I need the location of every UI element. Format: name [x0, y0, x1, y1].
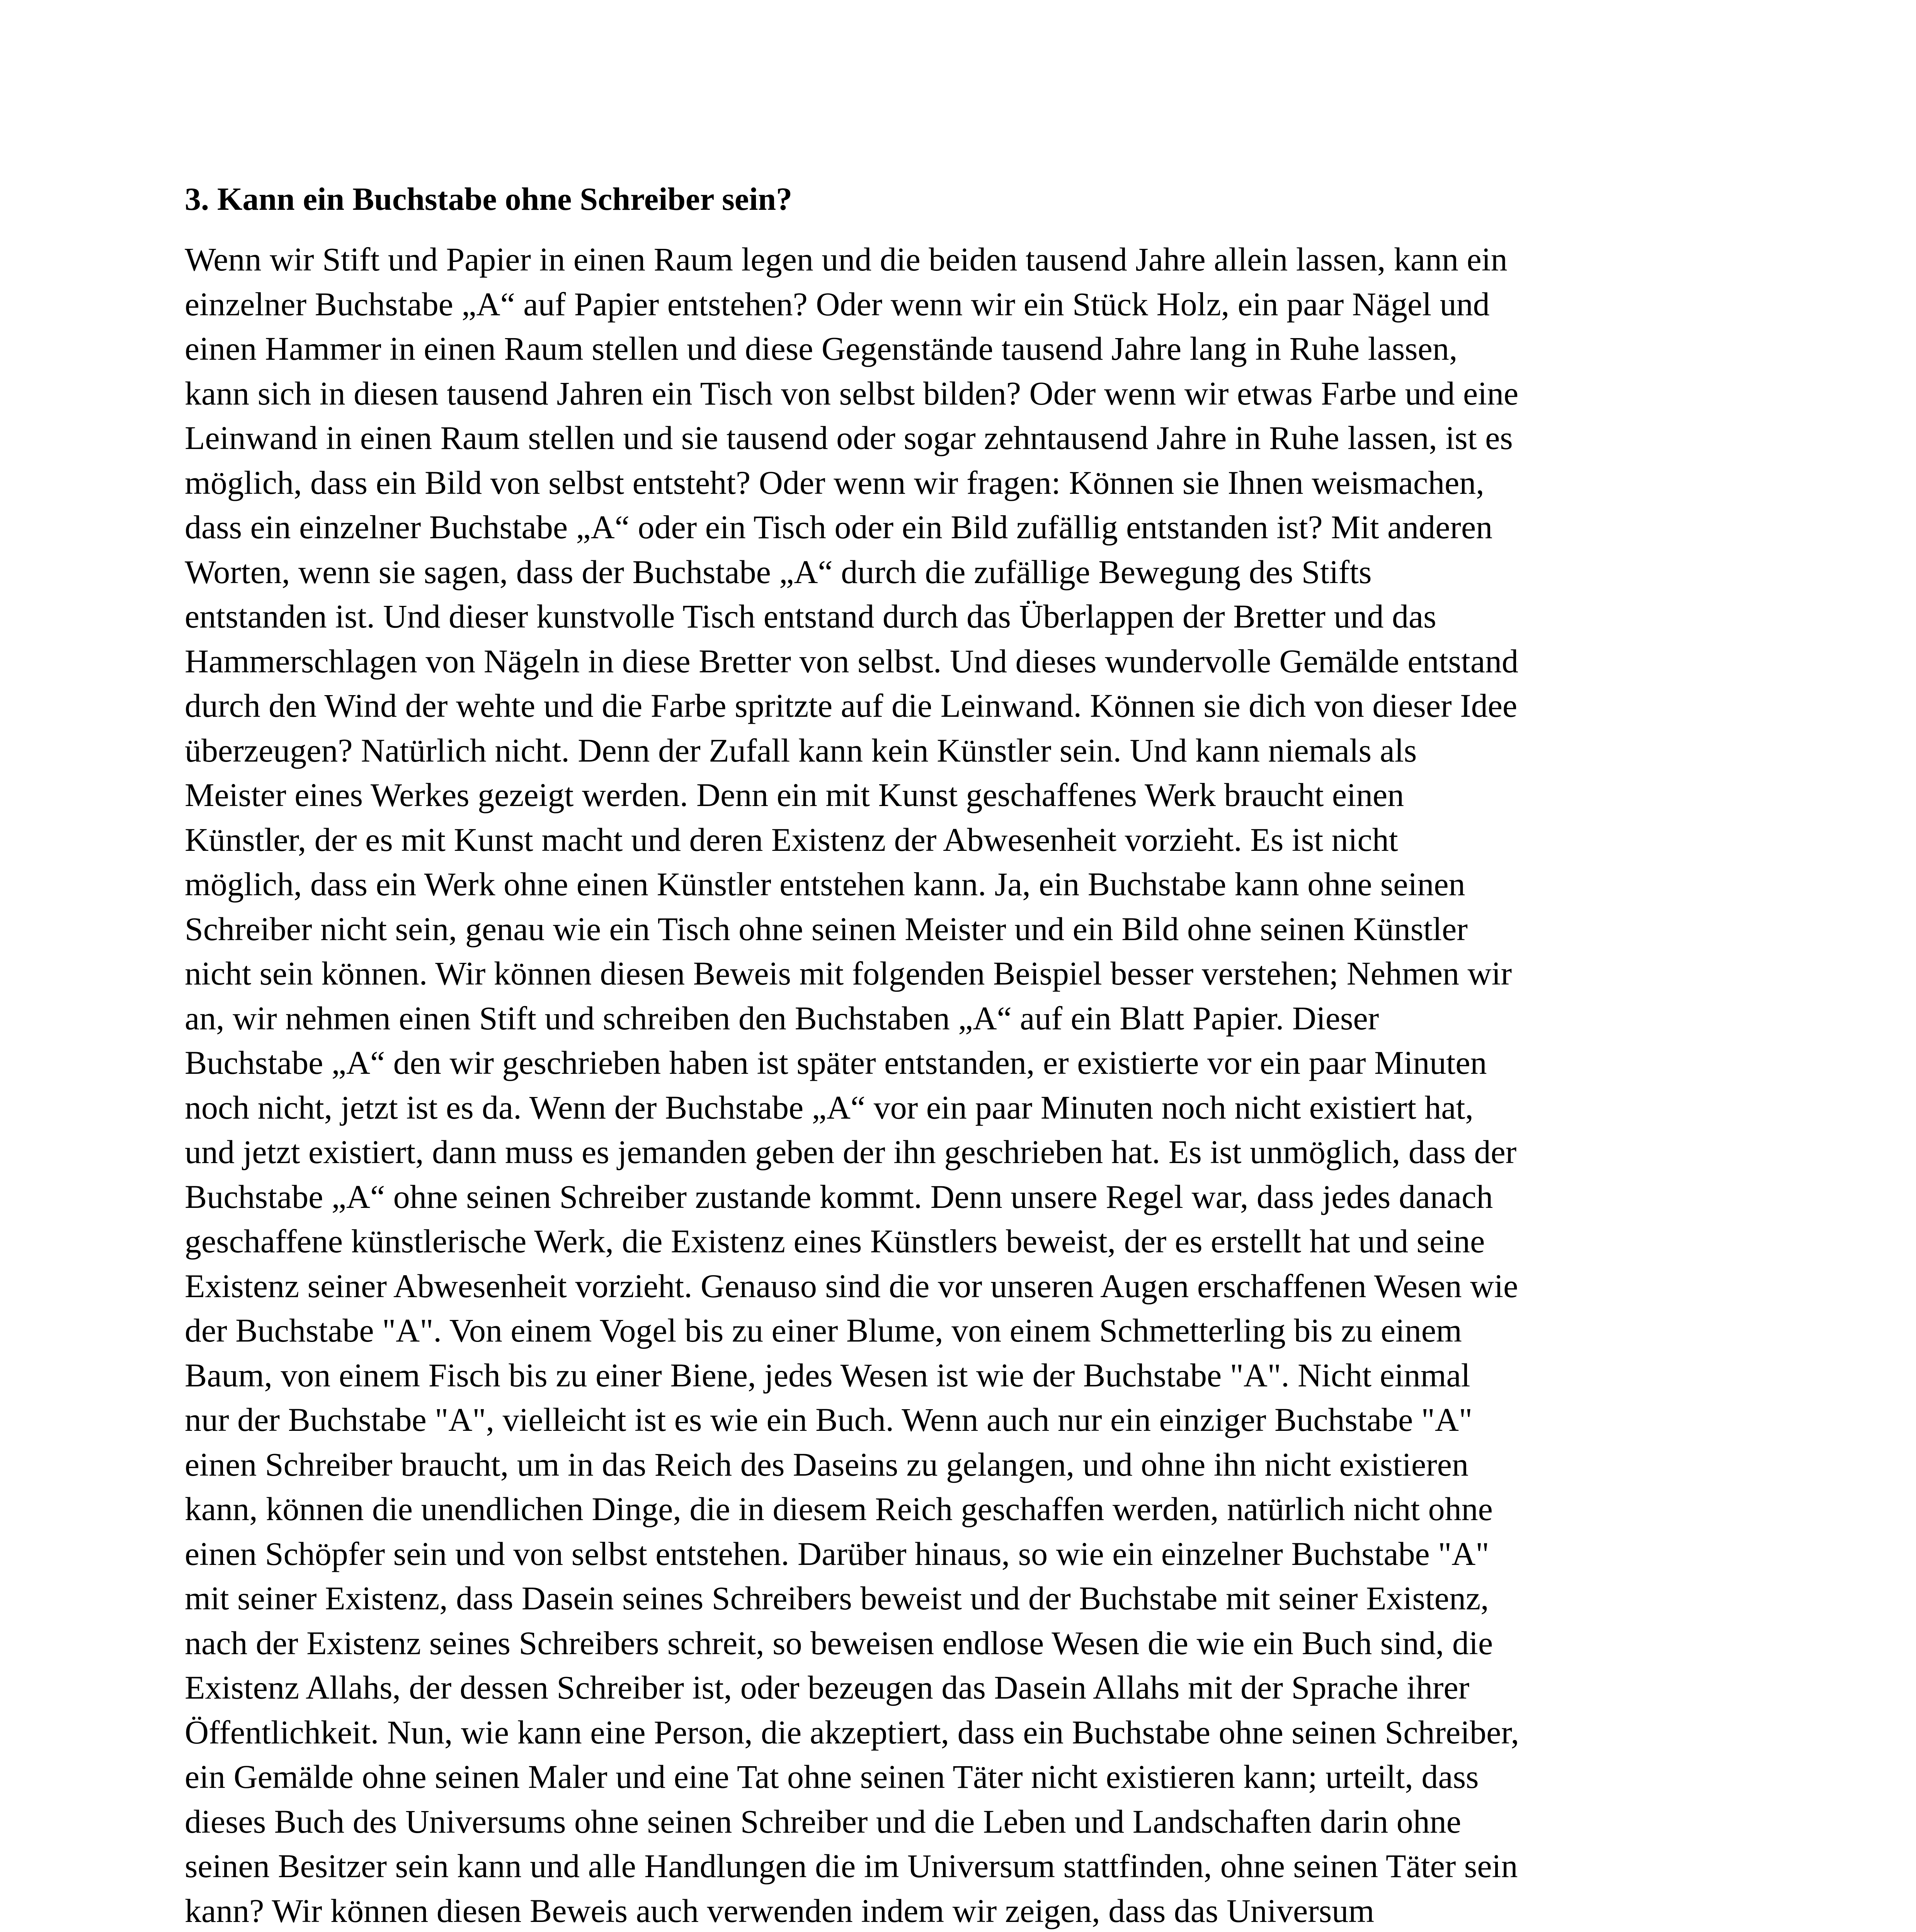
text-line: nur der Buchstabe "A", vielleicht ist es wie ein Buch. Wenn auch nur ein einziger Buchstabe "A": [185, 1401, 1473, 1438]
text-line: Worten, wenn sie sagen, dass der Buchstabe „A“ durch die zufällige Bewegung des Stifts: [185, 553, 1372, 590]
text-line: entstanden ist. Und dieser kunstvolle Tisch entstand durch das Überlappen der Bretter und das: [185, 598, 1436, 635]
text-line: Baum, von einem Fisch bis zu einer Biene, jedes Wesen ist wie der Buchstabe "A". Nicht einmal: [185, 1356, 1470, 1394]
text-line: möglich, dass ein Werk ohne einen Künstler entstehen kann. Ja, ein Buchstabe kann ohne seinen: [185, 866, 1465, 903]
section-3-heading: 3. Kann ein Buchstabe ohne Schreiber sein?: [185, 181, 793, 217]
text-line: Leinwand in einen Raum stellen und sie tausend oder sogar zehntausend Jahre in Ruhe lassen, ist es: [185, 419, 1513, 456]
text-line: seinen Besitzer sein kann und alle Handlungen die im Universum stattfinden, ohne seinen Täter sein: [185, 1847, 1518, 1884]
text-line: einen Schöpfer sein und von selbst entstehen. Darüber hinaus, so wie ein einzelner Buchstabe "A": [185, 1535, 1489, 1572]
text-line: Öffentlichkeit. Nun, wie kann eine Person, die akzeptiert, dass ein Buchstabe ohne seinen Schreiber,: [185, 1713, 1520, 1751]
text-line: nach der Existenz seines Schreibers schreit, so beweisen endlose Wesen die wie ein Buch sind, die: [185, 1624, 1493, 1662]
section-3-paragraph: [185, 237, 1761, 1932]
text-line: an, wir nehmen einen Stift und schreiben den Buchstaben „A“ auf ein Blatt Papier. Dieser: [185, 999, 1379, 1037]
text-line: dass ein einzelner Buchstabe „A“ oder ein Tisch oder ein Bild zufällig entstanden ist? Mit anderen: [185, 509, 1493, 546]
text-line: überzeugen? Natürlich nicht. Denn der Zufall kann kein Künstler sein. Und kann niemals als: [185, 731, 1417, 769]
text-line: Existenz Allahs, der dessen Schreiber ist, oder bezeugen das Dasein Allahs mit der Sprache ihrer: [185, 1669, 1470, 1706]
text-line: Buchstabe „A“ ohne seinen Schreiber zustande kommt. Denn unsere Regel war, dass jedes danach: [185, 1178, 1493, 1215]
text-line: noch nicht, jetzt ist es da. Wenn der Buchstabe „A“ vor ein paar Minuten noch nicht existiert hat,: [185, 1088, 1474, 1126]
text-line: Hammerschlagen von Nägeln in diese Bretter von selbst. Und dieses wundervolle Gemälde entstand: [185, 642, 1519, 680]
text-line: Künstler, der es mit Kunst macht und deren Existenz der Abwesenheit vorzieht. Es ist nicht: [185, 821, 1398, 858]
text-line: Meister eines Werkes gezeigt werden. Denn ein mit Kunst geschaffenes Werk braucht einen: [185, 776, 1404, 813]
text-line: Existenz seiner Abwesenheit vorzieht. Genauso sind die vor unseren Augen erschaffenen Wesen wie: [185, 1267, 1518, 1304]
text-line: dieses Buch des Universums ohne seinen Schreiber und die Leben und Landschaften darin ohne: [185, 1803, 1461, 1840]
text-line: mit seiner Existenz, dass Dasein seines Schreibers beweist und der Buchstabe mit seiner Existenz,: [185, 1580, 1489, 1617]
text-line: Schreiber nicht sein, genau wie ein Tisch ohne seinen Meister und ein Bild ohne seinen Künstler: [185, 910, 1468, 947]
text-line: durch den Wind der wehte und die Farbe spritzte auf die Leinwand. Können sie dich von dieser Idee: [185, 687, 1518, 724]
text-line: kann sich in diesen tausend Jahren ein Tisch von selbst bilden? Oder wenn wir etwas Farbe und eine: [185, 374, 1519, 412]
text-line: ein Gemälde ohne seinen Maler und eine Tat ohne seinen Täter nicht existieren kann; urteilt, dass: [185, 1758, 1479, 1795]
document-page: [185, 177, 1761, 1932]
text-line: kann, können die unendlichen Dinge, die in diesem Reich geschaffen werden, natürlich nicht ohne: [185, 1490, 1493, 1527]
text-line: kann? Wir können diesen Beweis auch verwenden indem wir zeigen, dass das Universum: [185, 1892, 1375, 1929]
text-line: und jetzt existiert, dann muss es jemanden geben der ihn geschrieben hat. Es ist unmöglich, dass der: [185, 1133, 1517, 1170]
text-line: einzelner Buchstabe „A“ auf Papier entstehen? Oder wenn wir ein Stück Holz, ein paar Nägel und: [185, 285, 1490, 323]
text-line: geschaffene künstlerische Werk, die Existenz eines Künstlers beweist, der es erstellt hat und seine: [185, 1223, 1485, 1260]
text-line: Wenn wir Stift und Papier in einen Raum legen und die beiden tausend Jahre allein lassen, kann ein: [185, 241, 1508, 278]
text-line: möglich, dass ein Bild von selbst entsteht? Oder wenn wir fragen: Können sie Ihnen weismachen,: [185, 464, 1484, 501]
text-line: einen Schreiber braucht, um in das Reich des Daseins zu gelangen, und ohne ihn nicht existieren: [185, 1446, 1468, 1483]
text-line: Buchstabe „A“ den wir geschrieben haben ist später entstanden, er existierte vor ein paar Minuten: [185, 1044, 1487, 1081]
text-line: einen Hammer in einen Raum stellen und diese Gegenstände tausend Jahre lang in Ruhe lassen,: [185, 330, 1458, 367]
text-line: nicht sein können. Wir können diesen Beweis mit folgenden Beispiel besser verstehen; Nehmen wir: [185, 955, 1512, 992]
text-line: der Buchstabe "A". Von einem Vogel bis zu einer Blume, von einem Schmetterling bis zu einem: [185, 1312, 1462, 1349]
